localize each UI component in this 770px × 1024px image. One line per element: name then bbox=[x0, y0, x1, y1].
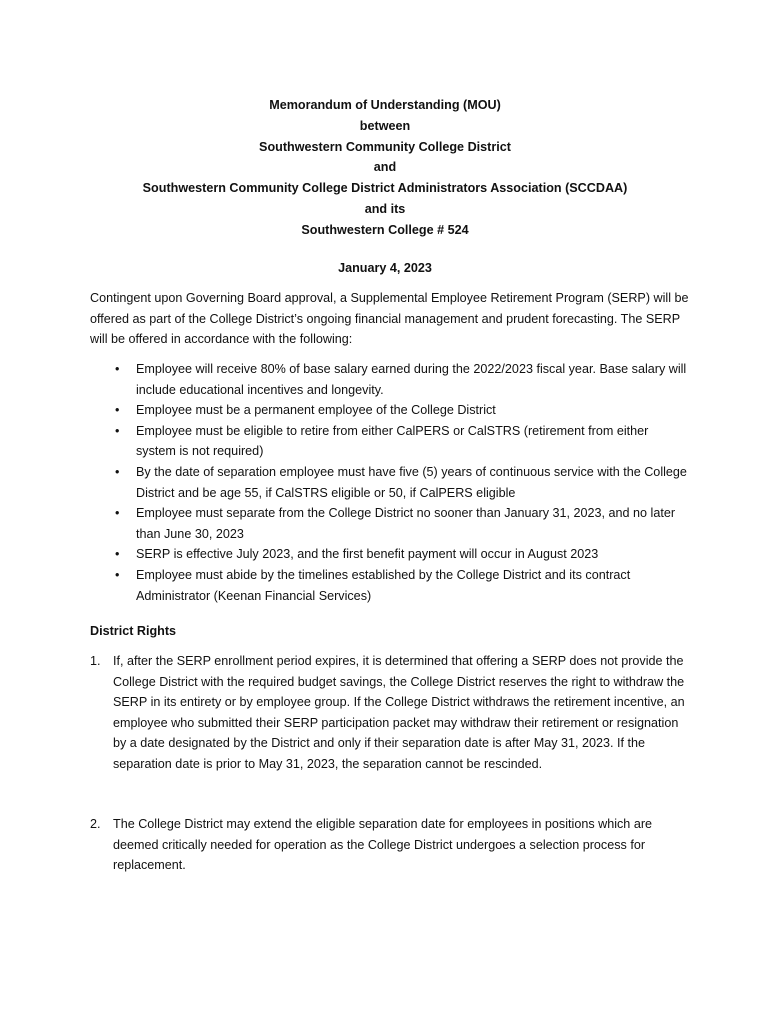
document-date: January 4, 2023 bbox=[338, 261, 432, 275]
title-line-association: Southwestern Community College District Administrators Association (SCCDAA) bbox=[142, 181, 628, 196]
bullet-icon: • bbox=[115, 506, 120, 521]
list-item bbox=[90, 544, 690, 565]
intro-paragraph: Contingent upon Governing Board approval, a Supplemental Employee Retirement Program (SERP) will be offered as part of the College District’s ongoing financial management and prudent forecasting. The SERP will be offered in accordance with the following: bbox=[90, 291, 689, 346]
title-line-and: and bbox=[373, 160, 397, 175]
list-item bbox=[90, 462, 690, 503]
list-item bbox=[90, 359, 690, 400]
list-item bbox=[90, 814, 690, 876]
bullet-icon: • bbox=[115, 464, 120, 479]
bullet-text: Employee must be a permanent employee of the College District bbox=[136, 403, 496, 418]
bullet-text: Employee must separate from the College District no sooner than January 31, 2023, and no later than June 30, 2023 bbox=[136, 506, 676, 541]
bullet-icon: • bbox=[115, 567, 120, 582]
district-rights-heading: District Rights bbox=[90, 624, 177, 638]
title-line-between: between bbox=[359, 118, 411, 133]
bullet-icon: • bbox=[115, 403, 120, 418]
eligibility-bullet-list bbox=[90, 359, 690, 606]
title-line-college: Southwestern College # 524 bbox=[301, 222, 469, 237]
list-item bbox=[90, 503, 690, 544]
list-item bbox=[90, 421, 690, 462]
bullet-text: By the date of separation employee must have five (5) years of continuous service with the College District and be age 55, if CalSTRS eligible or 50, if CalPERS eligible bbox=[136, 464, 687, 500]
item-text: The College District may extend the eligible separation date for employees in positions which are deemed critically needed for operation as the College District undergoes a selection process for replacement. bbox=[113, 817, 653, 873]
bullet-text: Employee will receive 80% of base salary earned during the 2022/2023 fiscal year. Base salary will include educational incentives and longevity. bbox=[136, 362, 687, 397]
bullet-icon: • bbox=[115, 547, 120, 562]
list-item bbox=[90, 400, 690, 421]
title-line-and-its: and its bbox=[364, 201, 406, 216]
title-line-mou: Memorandum of Understanding (MOU) bbox=[269, 98, 501, 112]
list-item bbox=[90, 651, 690, 775]
item-text: If, after the SERP enrollment period expires, it is determined that offering a SERP does not provide the College District with the required budget savings, the College District reserves the right to withdraw the SERP in its entirety or by employee group. If the College District withdraws the retirement incentive, an employee who submitted their SERP participation packet may withdraw their retirement or resignation by a date designated by the District and only if their separation date is after May 31, 2023. If the separation date is prior to May 31, 2023, the separation cannot be rescinded. bbox=[113, 654, 685, 771]
document-title bbox=[0, 95, 770, 241]
bullet-text: SERP is effective July 2023, and the first benefit payment will occur in August 2023 bbox=[136, 547, 599, 562]
bullet-icon: • bbox=[115, 423, 120, 438]
item-number: 1. bbox=[90, 654, 101, 668]
bullet-text: Employee must abide by the timelines established by the College District and its contract Administrator (Keenan Financial Services) bbox=[136, 567, 631, 603]
title-line-district: Southwestern Community College District bbox=[259, 139, 511, 154]
district-rights-item-1 bbox=[90, 651, 690, 775]
district-rights-item-2 bbox=[90, 814, 690, 876]
bullet-text: Employee must be eligible to retire from either CalPERS or CalSTRS (retirement from either system is not required) bbox=[136, 423, 649, 459]
item-number: 2. bbox=[90, 817, 101, 831]
bullet-icon: • bbox=[115, 362, 120, 376]
list-item bbox=[90, 565, 690, 606]
